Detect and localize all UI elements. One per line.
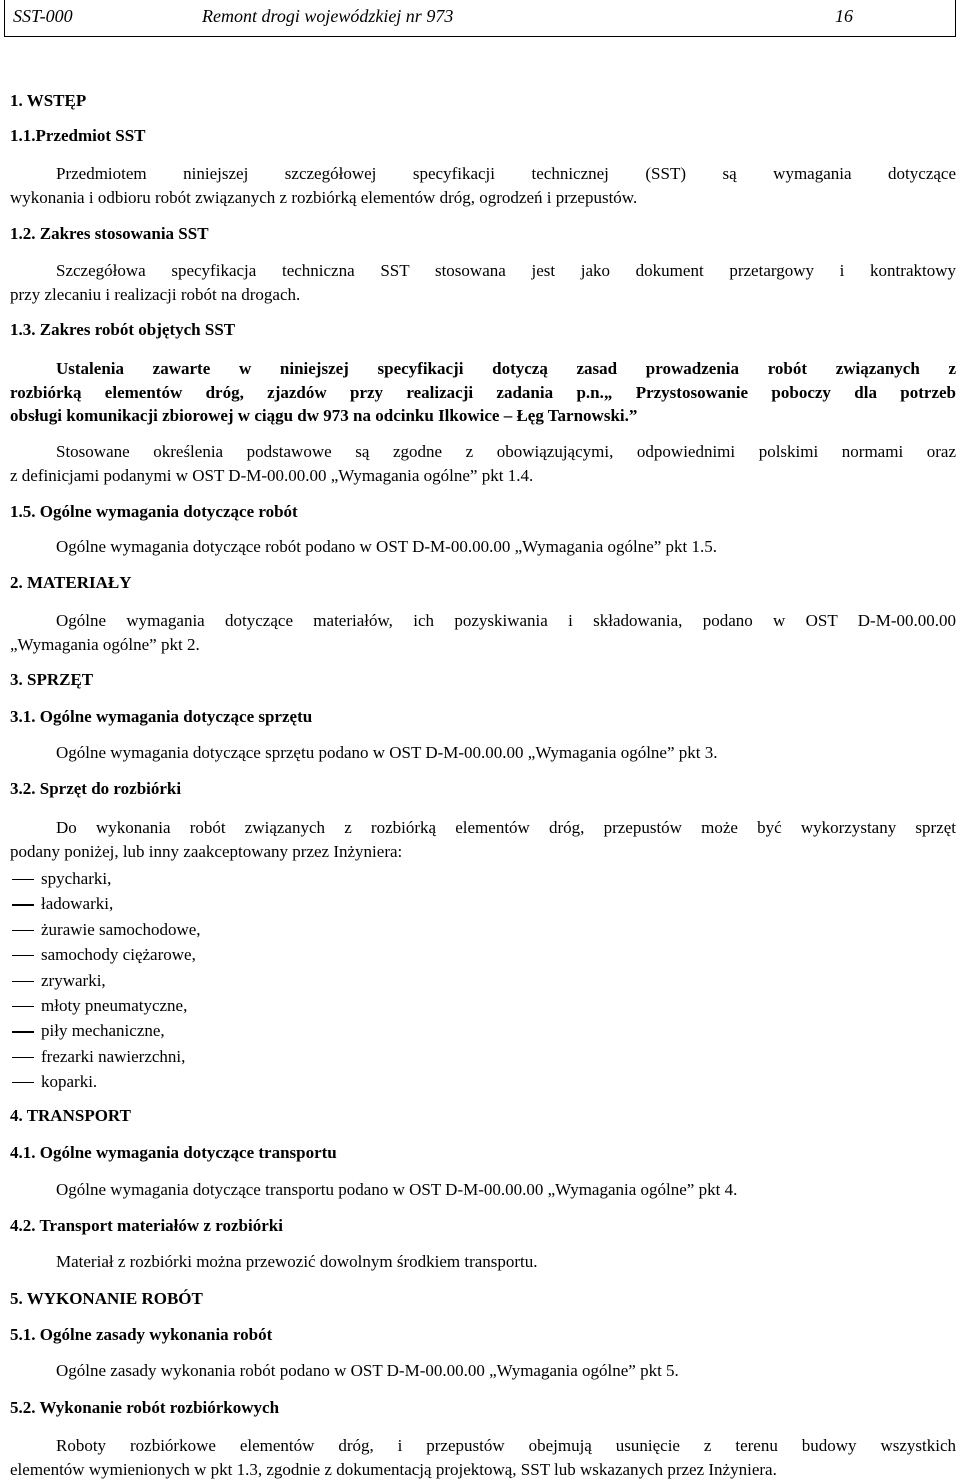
- section-1-3-paragraph: [10, 357, 956, 428]
- dash-bullet-icon: [12, 981, 34, 982]
- section-3-2-paragraph: [10, 816, 956, 864]
- list-item: [10, 918, 201, 943]
- section-4-2-heading: 4.2. Transport materiałów z rozbiórki: [10, 1216, 283, 1235]
- section-5-1-heading: 5.1. Ogólne zasady wykonania robót: [10, 1325, 273, 1344]
- dash-bullet-icon: [12, 879, 34, 880]
- dash-bullet-icon: [12, 904, 34, 905]
- section-5-2-paragraph: [10, 1434, 956, 1482]
- list-item-text: koparki.: [41, 1072, 98, 1092]
- section-3-heading: 3. SPRZĘT: [10, 670, 94, 689]
- dash-bullet-icon: [12, 1006, 34, 1007]
- section-2-paragraph: [10, 609, 956, 657]
- paragraph-line: podany poniżej, lub inny zaakceptowany przez Inżyniera:: [10, 842, 403, 861]
- list-item-text: piły mechaniczne,: [41, 1021, 165, 1041]
- list-item-text: żurawie samochodowe,: [41, 919, 201, 939]
- list-item-text: zrywarki,: [41, 970, 106, 990]
- section-3-1-heading: 3.1. Ogólne wymagania dotyczące sprzętu: [10, 707, 313, 726]
- page-header: [4, 0, 956, 37]
- list-item: [10, 1045, 201, 1070]
- paragraph-line: Do wykonania robót związanych z rozbiórką elementów dróg, przepustów może być wykorzystany sprzęt: [56, 818, 956, 837]
- section-1-5-heading: 1.5. Ogólne wymagania dotyczące robót: [10, 502, 298, 521]
- section-4-heading: 4. TRANSPORT: [10, 1106, 131, 1125]
- list-item: [10, 969, 201, 994]
- paragraph-line: Stosowane określenia podstawowe są zgodne z obowiązującymi, odpowiednimi polskimi normami oraz: [56, 442, 956, 461]
- section-1-3-heading: 1.3. Zakres robót objętych SST: [10, 320, 236, 339]
- section-5-2-heading: 5.2. Wykonanie robót rozbiórkowych: [10, 1398, 280, 1417]
- dash-bullet-icon: [12, 1057, 34, 1058]
- paragraph-line: elementów wymienionych w pkt 1.3, zgodnie z dokumentacją projektową, SST lub wskazanych przez Inżyniera.: [10, 1460, 777, 1479]
- paragraph-line: Roboty rozbiórkowe elementów dróg, i przepustów obejmują usunięcie z terenu budowy wszystkich: [56, 1436, 956, 1455]
- header-page-number: 16: [835, 6, 853, 26]
- paragraph-line: przy zlecaniu i realizacji robót na drogach.: [10, 285, 301, 304]
- list-item: [10, 1019, 201, 1044]
- section-1-3-definitions-paragraph: [10, 440, 956, 488]
- paragraph-line: z definicjami podanymi w OST D-M-00.00.00 „Wymagania ogólne” pkt 1.4.: [10, 466, 534, 485]
- list-item: [10, 943, 201, 968]
- section-1-1-paragraph: [10, 162, 956, 210]
- paragraph-line: Ogólne wymagania dotyczące materiałów, ich pozyskiwania i składowania, podano w OST D-M-00.00.00: [56, 611, 956, 630]
- list-item-text: spycharki,: [41, 869, 112, 888]
- section-5-1-text: Ogólne zasady wykonania robót podano w OST D-M-00.00.00 „Wymagania ogólne” pkt 5.: [56, 1361, 679, 1380]
- list-item-text: ładowarki,: [41, 894, 114, 914]
- paragraph-line: obsługi komunikacji zbiorowej w ciągu dw 973 na odcinku Ilkowice – Łęg Tarnowski.”: [10, 406, 638, 425]
- list-item-text: frezarki nawierzchni,: [41, 1046, 186, 1066]
- dash-bullet-icon: [12, 1082, 34, 1083]
- equipment-list: [10, 867, 201, 1096]
- paragraph-line: „Wymagania ogólne” pkt 2.: [10, 635, 200, 654]
- list-item: [10, 867, 201, 892]
- paragraph-line: Ustalenia zawarte w niniejszej specyfikacji dotyczą zasad prowadzenia robót związanych z: [56, 359, 956, 378]
- section-5-heading: 5. WYKONANIE ROBÓT: [10, 1289, 203, 1308]
- section-1-2-paragraph: [10, 259, 956, 307]
- section-1-heading: 1. WSTĘP: [10, 91, 87, 110]
- list-item-text: samochody ciężarowe,: [41, 945, 196, 965]
- section-1-2-heading: 1.2. Zakres stosowania SST: [10, 224, 209, 243]
- list-item: [10, 994, 201, 1019]
- list-item: [10, 1070, 201, 1095]
- dash-bullet-icon: [12, 955, 34, 956]
- list-item: [10, 892, 201, 917]
- section-3-1-text: Ogólne wymagania dotyczące sprzętu podano w OST D-M-00.00.00 „Wymagania ogólne” pkt 3.: [56, 743, 718, 762]
- paragraph-line: wykonania i odbioru robót związanych z rozbiórką elementów dróg, ogrodzeń i przepustów.: [10, 188, 638, 207]
- list-item-text: młoty pneumatyczne,: [41, 995, 188, 1015]
- section-3-2-heading: 3.2. Sprzęt do rozbiórki: [10, 779, 182, 798]
- section-1-5-text: Ogólne wymagania dotyczące robót podano w OST D-M-00.00.00 „Wymagania ogólne” pkt 1.5.: [56, 537, 718, 556]
- header-project-title: Remont drogi wojewódzkiej nr 973: [202, 6, 454, 26]
- section-4-1-text: Ogólne wymagania dotyczące transportu podano w OST D-M-00.00.00 „Wymagania ogólne” pkt 4.: [56, 1180, 738, 1199]
- section-2-heading: 2. MATERIAŁY: [10, 573, 132, 592]
- paragraph-line: rozbiórką elementów dróg, zjazdów przy realizacji zadania p.n.„ Przystosowanie poboczy dla potrzeb: [10, 382, 956, 402]
- section-1-1-heading: 1.1.Przedmiot SST: [10, 126, 146, 145]
- dash-bullet-icon: [12, 1031, 34, 1032]
- paragraph-line: Przedmiotem niniejszej szczegółowej specyfikacji technicznej (SST) są wymagania dotyczące: [56, 164, 956, 183]
- section-4-1-heading: 4.1. Ogólne wymagania dotyczące transportu: [10, 1143, 337, 1162]
- paragraph-line: Szczegółowa specyfikacja techniczna SST stosowana jest jako dokument przetargowy i kontraktowy: [56, 261, 956, 280]
- header-spec-code: SST-000: [13, 6, 73, 26]
- dash-bullet-icon: [12, 930, 34, 931]
- section-4-2-text: Materiał z rozbiórki można przewozić dowolnym środkiem transportu.: [56, 1252, 538, 1271]
